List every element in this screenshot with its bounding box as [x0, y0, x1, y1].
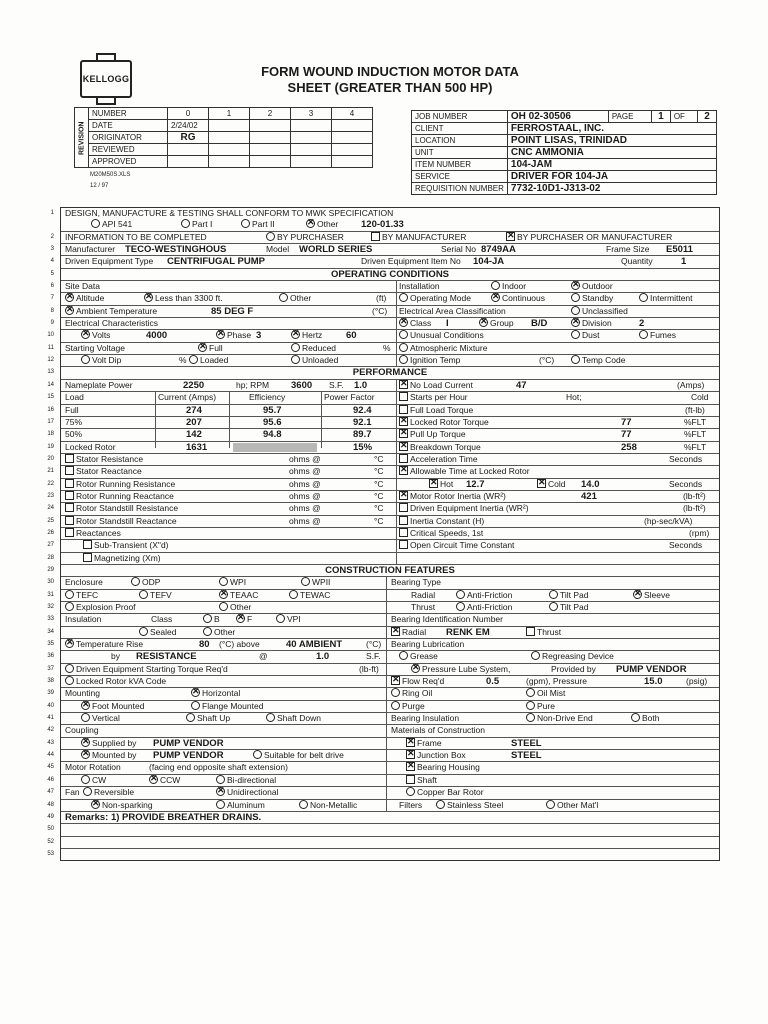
check-bearing-housing[interactable] — [406, 762, 415, 771]
radio-purge[interactable] — [391, 701, 400, 710]
radio-supplied-by[interactable] — [81, 738, 90, 747]
radio-temp-code[interactable] — [571, 355, 580, 364]
line-number: 14 — [47, 381, 54, 388]
radio-ring-oil[interactable] — [391, 688, 400, 697]
row-blank — [61, 824, 719, 836]
line-number: 15 — [47, 394, 54, 401]
check-inertia-h[interactable] — [399, 516, 408, 525]
radio-horizontal[interactable] — [191, 688, 200, 697]
table-row: Full 274 95.7 92.4 Full Load Torque (ft-lb) — [61, 405, 719, 417]
line-number: 41 — [47, 715, 54, 722]
operating-block: Site Data Installation Indoor ✕ Outdoor ✕Altitude ✕ Less than 3300 ft. Other (ft) Operating Mode ✕ Continuous Standby Intermittent ✕Ambient Temperature 85 DEG F (°C) Electrical Area Classification Unclassified Electrical Characteristics ✕ Class I ✕ Group B/D ✕ Division 2 ✕Volts 4000 ✕ Phase 3 ✕ Hertz 60 Unusual Conditions Dust Fumes Starting Voltage ✕ Full Reduced % Atmospheric Mixture Volt Dip % Loaded Unloaded Ignition Temp (°C) Temp Code — [61, 281, 719, 367]
radio-op-mode[interactable] — [399, 293, 408, 302]
check-rotor-inertia[interactable] — [399, 491, 408, 500]
line-number: 43 — [47, 739, 54, 746]
radio-sleeve[interactable] — [633, 590, 642, 599]
radio-bidirectional[interactable] — [216, 775, 225, 784]
radio-vpi[interactable] — [276, 614, 285, 623]
radio-class-b[interactable] — [203, 614, 212, 623]
line-number: 36 — [47, 653, 54, 660]
radio-division[interactable] — [571, 318, 580, 327]
row-info-completed: INFORMATION TO BE COMPLETED BY PURCHASER BY MANUFACTURER ✕ BY PURCHASER OR MANUFACTURER — [61, 232, 719, 244]
radio-phase[interactable] — [216, 330, 225, 339]
radio-class[interactable] — [399, 318, 408, 327]
radio-pure[interactable] — [526, 701, 535, 710]
radio-unclassified[interactable] — [571, 306, 580, 315]
file-name: M20M50S.XLS — [90, 172, 131, 178]
radio-non-drive-end[interactable] — [526, 713, 535, 722]
check-reactances[interactable] — [65, 528, 74, 537]
performance-block: Nameplate Power 2250 hp; RPM 3600 S.F. 1.0 ✕ No Load Current 47 (Amps) Load Current (Amps) Efficiency Power Factor Starts per Hour Hot; Cold Full 274 95.7 92.4 Full Load Torque (ft-lb) 75% 207 95.6 92.1 ✕ Locked Rotor Torque 77 %FLT 50% 142 94.8 89.7 ✕ Pull Up Torque 77 %FLT Locked Rotor 1631 15% ✕ Breakdown Torque 258 %FLT Stator Resistance ohms @ °C Acceleration Time Seconds Stator Reactance ohms @ °C ✕ Allowable Time at Locked Rotor Rotor Running Resistance ohms @ °C ✕ Hot 12.7 ✕ Cold 14.0 Seconds Rotor Running Reactance ohms @ °C ✕ Motor Rotor Inertia (WR²) 421 (lb-ft²) Rotor Standstill Resistance ohms @ °C Driven Equipment Inertia (WR²) (lb-ft²) Rotor Standstill Reactance ohms @ °C Inertia Constant (H) (hp-sec/kVA) Reactances Critical Speeds, 1st (rpm) Sub-Transient (X"d) Open Circuit Time Constant Seconds Magnetizing (Xm) — [61, 380, 719, 565]
radio-ignition[interactable] — [399, 355, 408, 364]
line-number: 1 — [50, 210, 54, 216]
radio-volts[interactable] — [81, 330, 90, 339]
document-title: FORM WOUND INDUCTION MOTOR DATA SHEET (GREATER THAN 500 HP) — [261, 64, 519, 95]
radio-oil-mist[interactable] — [526, 688, 535, 697]
radio-ccw[interactable] — [149, 775, 158, 784]
line-number: 35 — [47, 641, 54, 648]
check-hot[interactable] — [429, 479, 438, 488]
check-shaft[interactable] — [406, 775, 415, 784]
line-number: 18 — [47, 431, 54, 438]
radio-vertical[interactable] — [81, 713, 90, 722]
form-date: 12 / 97 — [90, 183, 109, 189]
radio-class-f[interactable] — [236, 614, 245, 623]
check-magnetizing[interactable] — [83, 553, 92, 562]
line-number: 23 — [47, 492, 54, 499]
check-junction-box[interactable] — [406, 750, 415, 759]
line-number: 46 — [47, 776, 54, 783]
check-driven-inertia[interactable] — [399, 503, 408, 512]
line-number: 45 — [47, 764, 54, 771]
check-breakdown-torque[interactable] — [399, 442, 408, 451]
radio-part2[interactable] — [241, 219, 250, 228]
radio-ambient[interactable] — [65, 306, 74, 315]
radio-non-metallic[interactable] — [299, 800, 308, 809]
radio-stainless[interactable] — [436, 800, 445, 809]
line-number: 17 — [47, 418, 54, 425]
line-number: 2 — [50, 233, 54, 240]
line-number: 4 — [50, 258, 54, 265]
radio-insulation-other[interactable] — [203, 627, 212, 636]
radio-outdoor[interactable] — [571, 281, 580, 290]
row-remarks: Remarks: 1) PROVIDE BREATHER DRAINS. — [61, 812, 719, 824]
radio-tefv[interactable] — [139, 590, 148, 599]
radio-pressure-lube[interactable] — [411, 664, 420, 673]
radio-dust[interactable] — [571, 330, 580, 339]
line-number: 6 — [50, 283, 54, 290]
line-number: 11 — [47, 344, 54, 351]
line-number: 24 — [47, 505, 54, 512]
line-number: 20 — [47, 455, 54, 462]
check-allowable-time[interactable] — [399, 466, 408, 475]
radio-sealed[interactable] — [139, 627, 148, 636]
line-number: 8 — [50, 307, 54, 314]
line-number: 19 — [47, 443, 54, 450]
line-number: 31 — [47, 591, 54, 598]
radio-hertz[interactable] — [291, 330, 300, 339]
line-number: 42 — [47, 727, 54, 734]
check-sub-transient[interactable] — [83, 540, 92, 549]
check-critical-speeds[interactable] — [399, 528, 408, 537]
radio-unusual[interactable] — [399, 330, 408, 339]
radio-odp[interactable] — [131, 577, 140, 586]
table-row: 50% 142 94.8 89.7 ✕ Pull Up Torque 77 %FLT — [61, 429, 719, 441]
radio-thrust-antifriction[interactable] — [456, 602, 465, 611]
radio-unloaded[interactable] — [291, 355, 300, 364]
radio-other-material[interactable] — [546, 800, 555, 809]
radio-explosion-proof[interactable] — [65, 602, 74, 611]
row-driven-equipment: Driven Equipment Type CENTRIFUGAL PUMP Driven Equipment Item No 104-JA Quantity 1 — [61, 256, 719, 268]
radio-fumes[interactable] — [639, 330, 648, 339]
row-operating-header: OPERATING CONDITIONS — [61, 269, 719, 281]
radio-both[interactable] — [631, 713, 640, 722]
line-number: 52 — [47, 838, 54, 845]
row-design-spec: DESIGN, MANUFACTURE & TESTING SHALL CONFORM TO MWK SPECIFICATION — [65, 208, 394, 218]
check-flow[interactable] — [391, 676, 400, 685]
line-number: 5 — [50, 270, 54, 277]
radio-continuous[interactable] — [491, 293, 500, 302]
line-number: 12 — [47, 357, 54, 364]
radio-api541[interactable] — [91, 219, 100, 228]
check-starts-hour[interactable] — [399, 392, 408, 401]
radio-altitude[interactable] — [65, 293, 74, 302]
line-number: 10 — [47, 332, 54, 339]
line-number: 44 — [47, 752, 54, 759]
radio-part1[interactable] — [181, 219, 190, 228]
radio-radial-antifriction[interactable] — [456, 590, 465, 599]
radio-temp-rise[interactable] — [65, 639, 74, 648]
line-number: 34 — [47, 628, 54, 635]
radio-cw[interactable] — [81, 775, 90, 784]
check-radial-bearing-id[interactable] — [391, 627, 400, 636]
radio-foot-mounted[interactable] — [81, 701, 90, 710]
check-stator-resistance[interactable] — [65, 454, 74, 463]
check-thrust-bearing-id[interactable] — [526, 627, 535, 636]
row-blank — [61, 837, 719, 849]
radio-flange-mounted[interactable] — [191, 701, 200, 710]
radio-starting-torque[interactable] — [65, 664, 74, 673]
line-number: 39 — [47, 690, 54, 697]
kellogg-logo: KELLOGG — [80, 60, 132, 98]
radio-altitude-other[interactable] — [279, 293, 288, 302]
radio-wpi[interactable] — [219, 577, 228, 586]
radio-radial-tilt[interactable] — [549, 590, 558, 599]
radio-reversible[interactable] — [83, 787, 92, 796]
line-number: 47 — [47, 789, 54, 796]
line-number: 32 — [47, 604, 54, 610]
table-row: Locked Rotor 1631 15% ✕ Breakdown Torque 258 %FLT — [61, 442, 719, 454]
check-frame[interactable] — [406, 738, 415, 747]
check-rr-resistance[interactable] — [65, 479, 74, 488]
row-blank — [61, 849, 719, 860]
check-rr-reactance[interactable] — [65, 491, 74, 500]
revision-table: REVISION NUMBER 0 1 2 3 4 DATE 2/24/02 ORIGINATOR RG REVIEWED APPROVED — [74, 107, 373, 168]
radio-copper-bar[interactable] — [406, 787, 415, 796]
radio-non-sparking[interactable] — [91, 800, 100, 809]
row-performance-header: PERFORMANCE — [61, 367, 719, 379]
check-open-circuit[interactable] — [399, 540, 408, 549]
line-number: 27 — [47, 542, 54, 549]
radio-atmospheric[interactable] — [399, 343, 408, 352]
radio-full-voltage[interactable] — [198, 343, 207, 352]
radio-indoor[interactable] — [491, 281, 500, 290]
construction-block: Enclosure ODP WPI WPII Bearing Type TEFC TEFV ✕ TEAAC TEWAC Radial Anti-Friction Tilt Pad ✕ Sleeve Explosion Proof Other Thrust Anti-Friction Tilt Pad Insulation Class B ✕ F VPI Bearing Identification Number Sealed Other ✕ Radial RENK EM Thrust ✕Temperature Rise 80 (°C) above 40 AMBIENT (°C) Bearing Lubrication by RESISTANCE @ 1.0 S.F. Grease Regreasing Device Driven Equipment Starting Torque Req'd (lb-ft) ✕ Pressure Lube System, Provided by PUMP VENDOR Locked Rotor kVA Code ✕ Flow Req'd 0.5 (gpm), Pressure 15.0 (psig) Mounting ✕ Horizontal Ring Oil Oil Mist ✕Foot Mounted Flange Mounted Purge Pure Vertical Shaft Up Shaft Down Bearing Insulation Non-Drive End Both Coupling Materials of Construction ✕Supplied by PUMP VENDOR ✕ Frame STEEL ✕Mounted by PUMP VENDOR Suitable for belt drive ✕ Junction Box STEEL Motor Rotation (facing end opposite shaft extension) ✕ Bearing Housing CW ✕ CCW Bi-directional Shaft Fan Reversible ✕ Unidirectional Copper Bar Rotor ✕Non-sparking Aluminum Non-Metallic Filters Stainless Steel Other Mat'l — [61, 577, 719, 812]
shaded-cell — [233, 443, 317, 452]
line-number: 37 — [47, 665, 54, 672]
radio-regreasing[interactable] — [531, 651, 540, 660]
radio-unidirectional[interactable] — [216, 787, 225, 796]
line-number: 21 — [47, 468, 54, 475]
check-by-purch-or-mfr[interactable] — [506, 232, 515, 241]
radio-shaft-down[interactable] — [266, 713, 275, 722]
radio-teaac[interactable] — [219, 590, 228, 599]
line-number: 53 — [47, 850, 54, 857]
radio-standby[interactable] — [571, 293, 580, 302]
line-number: 38 — [47, 678, 54, 685]
line-number: 3 — [50, 246, 54, 253]
radio-thrust-tilt[interactable] — [549, 602, 558, 611]
check-no-load[interactable] — [399, 380, 408, 389]
job-info-table: JOB NUMBER OH 02-30506 PAGE 1 OF 2 CLIENT FERROSTAAL, INC. LOCATION POINT LISAS, TRINIDAD UNIT CNC AMMONIA ITEM NUMBER 104-JAM SERVICE DRIVER FOR 104-JA REQUISITION NUMBER 7732-10D1-J313-02 — [411, 110, 717, 195]
line-number: 7 — [50, 295, 54, 302]
line-number: 22 — [47, 480, 54, 487]
line-number: 13 — [47, 369, 54, 376]
row-manufacturer: Manufacturer TECO-WESTINGHOUS Model WORLD SERIES Serial No 8749AA Frame Size E5011 — [61, 244, 719, 256]
radio-other-spec[interactable] — [306, 219, 315, 228]
radio-shaft-up[interactable] — [186, 713, 195, 722]
radio-lt3300[interactable] — [144, 293, 153, 302]
check-cold[interactable] — [537, 479, 546, 488]
row-spec-options: API 541 Part I Part II ✕ Other 120-01.33 — [61, 219, 719, 231]
check-rs-resistance[interactable] — [65, 503, 74, 512]
radio-volt-dip[interactable] — [81, 355, 90, 364]
line-number: 29 — [47, 566, 54, 573]
main-form — [60, 207, 720, 861]
check-stator-reactance[interactable] — [65, 466, 74, 475]
check-pull-up-torque[interactable] — [399, 429, 408, 438]
check-accel-time[interactable] — [399, 454, 408, 463]
radio-grease[interactable] — [399, 651, 408, 660]
line-number: 40 — [47, 702, 54, 709]
radio-wpii[interactable] — [301, 577, 310, 586]
radio-reduced-voltage[interactable] — [291, 343, 300, 352]
line-number: 9 — [50, 320, 54, 327]
radio-tewac[interactable] — [289, 590, 298, 599]
line-number: 50 — [47, 826, 54, 833]
line-number: 16 — [47, 406, 54, 413]
radio-lr-kva[interactable] — [65, 676, 74, 685]
line-number: 48 — [47, 801, 54, 808]
check-rs-reactance[interactable] — [65, 516, 74, 525]
radio-mounted-by[interactable] — [81, 750, 90, 759]
line-number: 49 — [47, 813, 54, 820]
radio-aluminum[interactable] — [216, 800, 225, 809]
radio-belt-drive[interactable] — [253, 750, 262, 759]
line-number: 33 — [47, 616, 54, 623]
line-number: 28 — [47, 554, 54, 561]
row-construction-header: CONSTRUCTION FEATURES — [61, 565, 719, 577]
radio-loaded[interactable] — [189, 355, 198, 364]
radio-intermittent[interactable] — [639, 293, 648, 302]
check-by-manufacturer[interactable] — [371, 232, 380, 241]
table-row: 75% 207 95.6 92.1 ✕ Locked Rotor Torque 77 %FLT — [61, 417, 719, 429]
radio-group[interactable] — [479, 318, 488, 327]
radio-enclosure-other[interactable] — [219, 602, 228, 611]
radio-by-purchaser[interactable] — [266, 232, 275, 241]
line-number: 30 — [47, 579, 54, 586]
radio-tefc[interactable] — [65, 590, 74, 599]
check-full-load-torque[interactable] — [399, 405, 408, 414]
line-number: 25 — [47, 517, 54, 524]
check-locked-rotor-torque[interactable] — [399, 417, 408, 426]
line-number: 26 — [47, 529, 54, 536]
